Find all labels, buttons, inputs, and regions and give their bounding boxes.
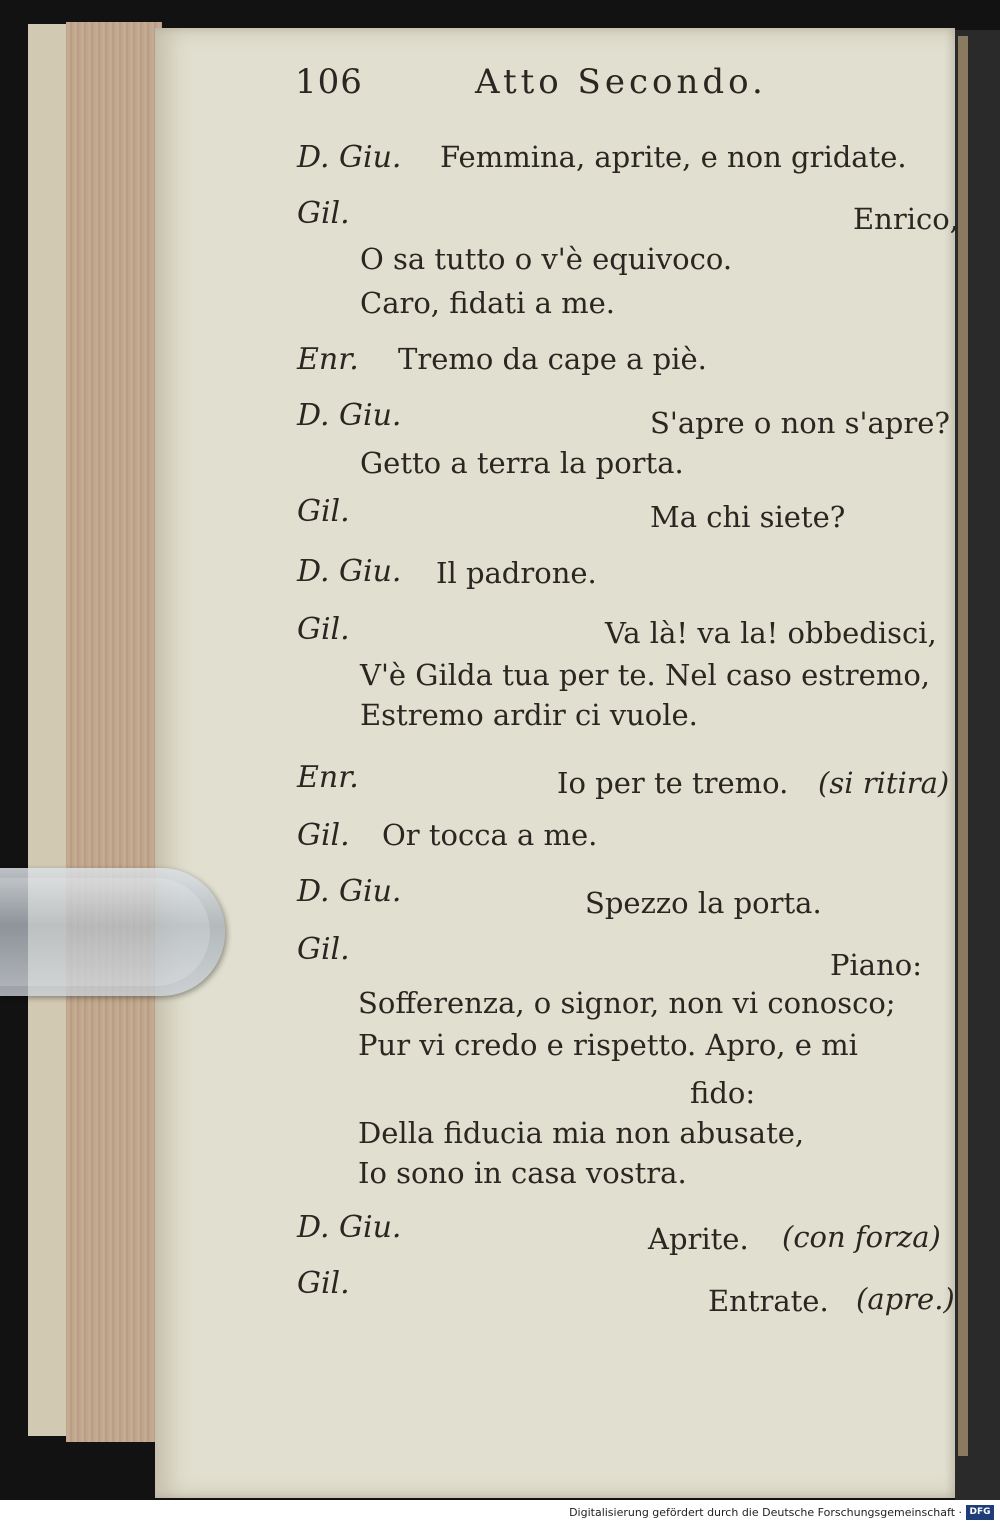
verse-line: Io sono in casa vostra. — [358, 1156, 687, 1190]
speaker-label: D. Giu. — [297, 1210, 402, 1245]
verse-line: S'apre o non s'apre? — [650, 406, 950, 440]
verse-line: Femmina, aprite, e non gridate. — [440, 140, 907, 174]
book-page-edges — [66, 22, 162, 1442]
book-cover-edge — [28, 24, 68, 1436]
verse-line: Va là! va la! obbedisci, — [605, 616, 937, 650]
page-header — [295, 62, 767, 102]
verse-line: fido: — [690, 1076, 756, 1110]
verse-line: Pur vi credo e rispetto. Apro, e mi — [358, 1028, 858, 1062]
stage-direction: (si ritira) — [818, 766, 950, 800]
verse-line: Getto a terra la porta. — [360, 446, 684, 480]
verse-line: Io per te tremo. — [557, 766, 789, 800]
facing-page-edge — [958, 36, 968, 1456]
verse-line: Il padrone. — [436, 556, 597, 590]
verse-line: O sa tutto o v'è equivoco. — [360, 242, 733, 276]
speaker-label: Gil. — [297, 1266, 350, 1301]
page-holder-clip — [0, 868, 225, 996]
verse-line: Tremo da cape a piè. — [398, 342, 707, 376]
stage-direction: (con forza) — [782, 1220, 941, 1254]
speaker-label: Gil. — [297, 612, 350, 647]
verse-line: Enrico, — [853, 202, 959, 236]
verse-line: Ma chi siete? — [650, 500, 846, 534]
verse-line: Or tocca a me. — [382, 818, 598, 852]
footer-bar — [0, 1500, 1000, 1526]
speaker-label: D. Giu. — [297, 398, 402, 433]
speaker-label: Enr. — [297, 342, 359, 377]
verse-line: V'è Gilda tua per te. Nel caso estremo, — [360, 658, 931, 692]
speaker-label: D. Giu. — [297, 874, 402, 909]
verse-line: Estremo ardir ci vuole. — [360, 698, 698, 732]
verse-line: Piano: — [830, 948, 922, 982]
verse-line: Caro, fidati a me. — [360, 286, 615, 320]
speaker-label: Gil. — [297, 932, 350, 967]
verse-line: Della fiducia mia non abusate, — [358, 1116, 805, 1150]
speaker-label: D. Giu. — [297, 140, 402, 175]
funding-credit: Digitalisierung gefördert durch die Deutsche Forschungsgemeinschaft · — [569, 1506, 962, 1519]
verse-line: Aprite. — [648, 1222, 749, 1256]
stage-direction: (apre.) — [856, 1282, 955, 1316]
verse-line: Sofferenza, o signor, non vi conosco; — [358, 986, 896, 1020]
dfg-logo-icon: DFG — [966, 1505, 994, 1520]
verse-line: Entrate. — [708, 1284, 829, 1318]
speaker-label: Gil. — [297, 494, 350, 529]
speaker-label: Gil. — [297, 196, 350, 231]
running-title: Atto Secondo. — [475, 62, 767, 102]
speaker-label: Enr. — [297, 760, 359, 795]
speaker-label: D. Giu. — [297, 554, 402, 589]
speaker-label: Gil. — [297, 818, 350, 853]
page-number: 106 — [295, 62, 363, 102]
verse-line: Spezzo la porta. — [585, 886, 822, 920]
